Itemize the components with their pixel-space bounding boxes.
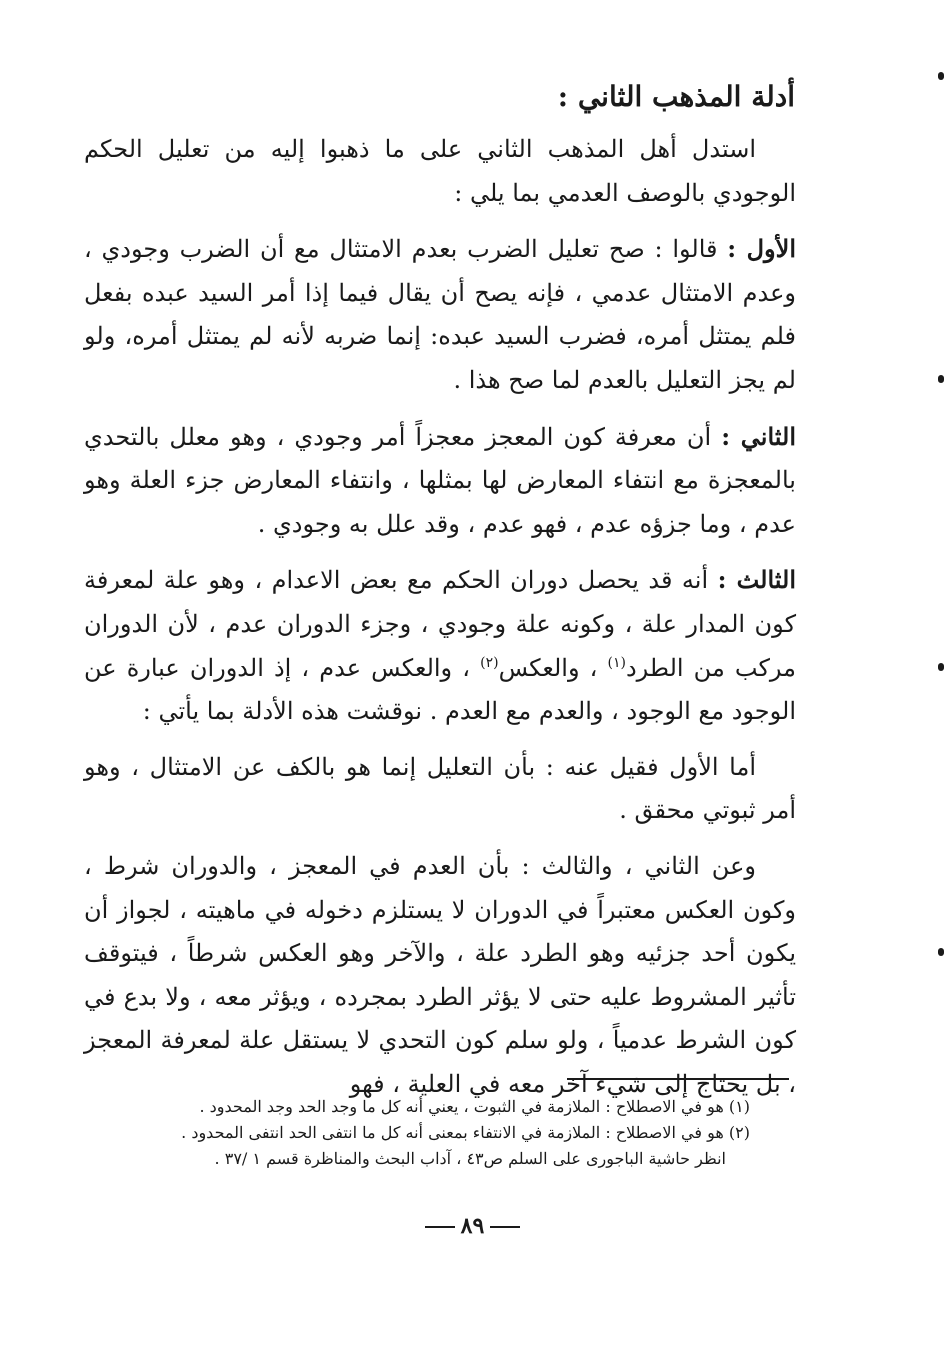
page-number-value: ٨٩ [460,1213,485,1239]
third-argument-text-a: أنه قد يحصل دوران الحكم مع بعض الاعدام ، وهو علة لمعرفة كون المدار علة ، وكونه علة وجودي ، وجزء الدوران عدم ، لأن الدوران مركب من الطرد [84,566,796,682]
reply-second-third-paragraph: وعن الثاني ، والثالث : بأن العدم في المعجز ، والدوران شرط ، وكون العكس معتبراً في الدوران لا يستلزم دخوله في ماهيته ، لجواز أن يكون أحد جزئيه وهو الطرد علة ، والآخر وهو العكس شرطاً ، فيتوقف تأثير المشروط عليه حتى لا يؤثر الطرد بمجرده ، ويؤثر معه ، ولا بدع في كون الشرط عدمياً ، ولو سلم كون التحدي لا يستقل علة لمعرفة المعجز ، بل يحتاج إلى شيء آخر معه في العلية ، فهو [84,851,797,1098]
third-argument-text-c: ، والعكس عدم ، إذ الدوران عبارة عن الوجود مع الوجود ، والعدم مع العدم . نوقشت هذه الأدلة بما يأتي : [84,653,796,726]
third-argument-paragraph [84,558,796,733]
third-argument-lead: الثالث : [717,565,797,595]
first-argument-paragraph [84,227,796,402]
second-argument-text: أن معرفة كون المعجز معجزاً أمر وجودي ، وهو معلل بالتحدي بالمعجزة مع انتفاء المعارض لها بمثلها ، وانتفاء المعارض جزء العلة وهو عدم ، وما جزؤه عدم ، فهو عدم ، وقد علل به وجودي . [84,422,796,538]
page-number [0,1213,945,1239]
reply-first-paragraph: أما الأول فقيل عنه : بأن التعليل إنما هو بالكف عن الامتثال ، وهو أمر ثبوتي محقق . [84,752,796,825]
second-argument-paragraph [84,415,796,547]
footnotes [150,1094,750,1172]
section-heading: أدلة المذهب الثاني : [557,80,795,113]
intro-paragraph: استدل أهل المذهب الثاني على ما ذهبوا إليه من تعليل الحكم الوجودي بالوصف العدمي بما يلي : [84,135,796,207]
page-number-dash-left [490,1226,520,1228]
third-argument-text-b: ، والعكس [498,653,608,682]
scan-margin-mark [938,948,944,956]
scan-margin-mark [938,72,944,80]
second-argument-lead: الثاني : [721,421,797,451]
footnote-2: (٢) هو في الاصطلاح : الملازمة في الانتفاء بمعنى أنه كل ما انتفى الحد انتفى المحدود . [181,1123,750,1142]
footnote-separator [567,1078,789,1080]
page-number-dash-right [425,1226,455,1228]
footnote-reference: انظر حاشية الباجورى على السلم ص٤٣ ، آداب البحث والمناظرة قسم ١ /٣٧ . [214,1149,726,1168]
scan-margin-mark [938,375,944,383]
scan-margin-mark [938,663,944,671]
first-argument-text: قالوا : صح تعليل الضرب بعدم الامتثال مع أن الضرب وجودي ، وعدم الامتثال عدمي ، فإنه يصح أن يقال فيما إذا أمر السيد عبده بفعل فلم يمتثل أمره، فضرب السيد عبده: إنما ضربه لأنه لم يمتثل أمره، ولو لم يجز التعليل بالعدم لما صح هذا . [84,235,796,394]
footnote-ref-1[interactable]: (١) [607,654,626,671]
footnote-ref-2[interactable]: (٢) [480,654,499,671]
footnote-1: (١) هو في الاصطلاح : الملازمة في الثبوت ، يعني أنه كل ما وجد الحد وجد المحدود . [199,1097,750,1116]
first-argument-lead: الأول : [727,234,796,264]
body-text [84,128,796,1118]
